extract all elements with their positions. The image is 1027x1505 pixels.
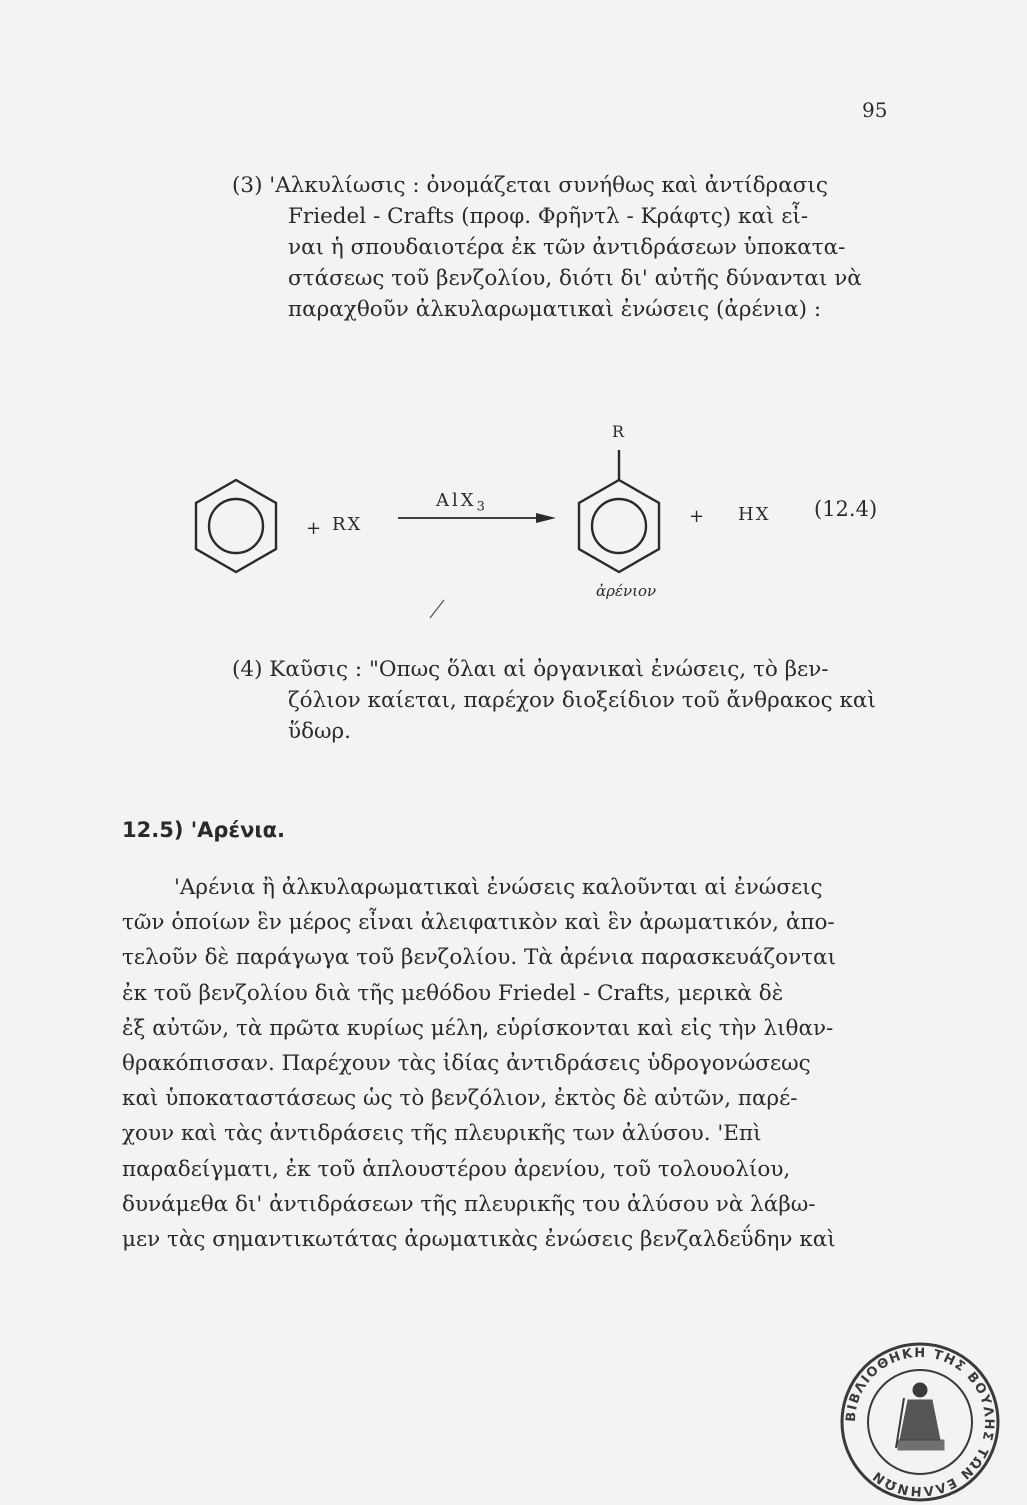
page-number: 95: [862, 98, 888, 122]
benzene-ring-reactant: [196, 480, 276, 572]
item-3-line-3: ναι ἡ σπουδαιοτέρα ἐκ τῶν ἀντιδράσεων ὑποκατα-: [288, 235, 846, 260]
stamp-text: ΒΙΒΛΙΟΘΗΚΗ ΤΗΣ ΒΟΥΛΗΣ ΤΩΝ ΕΛΛΗΝΩΝ: [843, 1345, 997, 1499]
body-line-5: ἐξ αὐτῶν, τὰ πρῶτα κυρίως μέλη, εὑρίσκονται καὶ εἰς τὴν λιθαν-: [122, 1015, 834, 1041]
item-3-line-2: Friedel - Crafts (προφ. Φρῆντλ - Κράφτς) καὶ εἶ-: [288, 204, 809, 229]
body-line-6: θρακόπισσαν. Παρέχουν τὰς ἰδίας ἀντιδράσεις ὑδρογονώσεως: [122, 1051, 811, 1077]
body-line-11: μεν τὰς σημαντικωτάτας ἀρωματικὰς ἐνώσεις βενζαλδεΰδην καὶ: [122, 1227, 836, 1253]
section-heading: 12.5) 'Αρένια.: [122, 818, 286, 842]
item-3-line-5: παραχθοῦν ἀλκυλαρωματικαὶ ἐνώσεις (ἀρένια) :: [288, 297, 822, 322]
body-line-8: χουν καὶ τὰς ἀντιδράσεις τῆς πλευρικῆς των ἀλύσου. 'Επὶ: [122, 1121, 762, 1147]
item-4-line-3: ὕδωρ.: [288, 719, 352, 744]
product-label: ἀρένιον: [596, 582, 657, 600]
body-line-2: τῶν ὁποίων ἓν μέρος εἶναι ἀλειφατικὸν καὶ ἓν ἀρωματικόν, ἀπο-: [122, 910, 835, 936]
benzene-ring-product: [579, 450, 659, 572]
byproduct-hx: HX: [738, 504, 771, 525]
item-3-line-4: στάσεως τοῦ βενζολίου, διότι δι' αὐτῆς δύνανται νὰ: [288, 266, 862, 291]
plus-sign-1: +: [306, 518, 322, 539]
equation-number: (12.4): [814, 497, 878, 521]
item-3-line-1: (3) 'Αλκυλίωσις : ὀνομάζεται συνήθως καὶ ἀντίδρασις: [232, 173, 828, 198]
reagent-rx: RX: [332, 514, 363, 535]
stray-mark: [430, 600, 444, 618]
plus-sign-2: +: [689, 506, 705, 527]
item-4-line-2: ζόλιον καίεται, παρέχον διοξείδιον τοῦ ἄνθρακος καὶ: [288, 688, 876, 713]
item-3-paragraph: [232, 170, 862, 325]
body-line-3: τελοῦν δὲ παράγωγα τοῦ βενζολίου. Τὰ ἀρένια παρασκευάζονται: [122, 945, 837, 971]
body-line-9: παραδείγματι, ἐκ τοῦ ἁπλουστέρου ἀρενίου, τοῦ τολουολίου,: [122, 1156, 791, 1182]
substituent-r: R: [612, 422, 625, 441]
catalyst-label: AlX$_3$: [436, 490, 488, 515]
body-line-4: ἐκ τοῦ βενζολίου διὰ τῆς μεθόδου Friedel - Crafts, μερικὰ δὲ: [122, 980, 784, 1006]
item-4-line-1: (4) Καῦσις : "Οπως ὅλαι αἱ ὀργανικαὶ ἐνώσεις, τὸ βεν-: [232, 657, 829, 682]
body-paragraph: [122, 870, 836, 1257]
body-line-1: 'Αρένια ἢ ἀλκυλαρωματικαὶ ἐνώσεις καλοῦνται αἱ ἐνώσεις: [174, 875, 823, 900]
stamp-figure-icon: [896, 1383, 944, 1450]
body-line-10: δυνάμεθα δι' ἀντιδράσεων τῆς πλευρικῆς του ἀλύσου νὰ λάβω-: [122, 1191, 816, 1217]
item-4-paragraph: [232, 654, 876, 747]
body-line-7: καὶ ὑποκαταστάσεως ὡς τὸ βενζόλιον, ἐκτὸς δὲ αὐτῶν, παρέ-: [122, 1086, 798, 1112]
library-stamp: [838, 1340, 1003, 1505]
